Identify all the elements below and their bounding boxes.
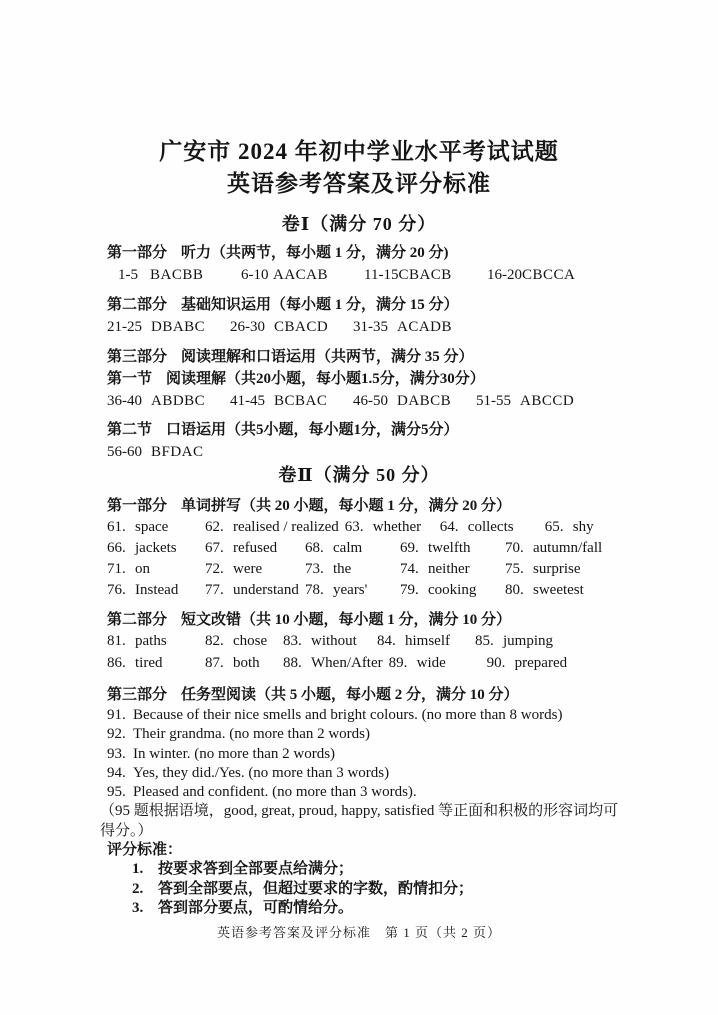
word-answer xyxy=(305,580,400,601)
word-text: were xyxy=(233,561,263,577)
word-text: When/After xyxy=(311,654,383,671)
paper2-part2-header xyxy=(107,609,633,631)
question-number: 79. xyxy=(400,582,419,598)
word-answer xyxy=(400,538,505,559)
task-note: （95 题根据语境，good, great, proud, happy, satisfied 等正面和积极的形容词均可得分。） xyxy=(100,803,619,839)
answer-group xyxy=(230,316,353,338)
scoring-item-text: 答到部分要点，可酌情给分。 xyxy=(158,899,354,916)
scoring-heading: 评分标准： xyxy=(107,842,183,859)
question-number: 68. xyxy=(305,540,324,556)
question-number: 69. xyxy=(400,540,419,556)
part-label: 第三部分 xyxy=(107,349,168,365)
task-answer xyxy=(107,783,633,802)
page-footer: 英语参考答案及评分标准 第 1 页（共 2 页） xyxy=(216,925,501,941)
word-row xyxy=(107,653,633,675)
question-range: 41-45 xyxy=(230,393,265,409)
question-range: 6-10 xyxy=(241,267,269,283)
answer-letters: CBCCA xyxy=(522,267,576,283)
answer-letters: ACADB xyxy=(397,319,453,335)
part-title: 阅读理解和口语运用（共两节，满分 35 分） xyxy=(181,349,474,365)
scoring-item-number: 3. xyxy=(132,899,144,916)
question-number: 92. xyxy=(107,726,126,743)
word-text: whether xyxy=(372,519,422,535)
question-number: 76. xyxy=(107,582,126,598)
question-number: 71. xyxy=(107,561,126,577)
word-answer xyxy=(505,580,590,601)
section-title: 阅读理解（共20小题，每小题1.5分，满分30分） xyxy=(166,371,485,387)
answer-letters: DBABC xyxy=(151,319,206,335)
answer-group xyxy=(241,264,364,286)
task-answer xyxy=(107,725,633,744)
paper1-part2-header xyxy=(107,294,633,316)
answer-letters: ABCCD xyxy=(520,393,575,409)
question-range: 31-35 xyxy=(353,319,388,335)
question-number: 66. xyxy=(107,540,126,556)
task-answer-text: Pleased and confident. (no more than 3 words). xyxy=(133,784,417,801)
answer-group xyxy=(364,264,487,286)
answer-group xyxy=(353,316,452,338)
word-text: autumn/fall xyxy=(533,540,603,556)
word-row xyxy=(107,559,633,580)
question-number: 63. xyxy=(344,519,364,535)
word-answer xyxy=(107,517,205,538)
word-answer xyxy=(205,538,305,559)
question-number: 95. xyxy=(107,784,126,801)
answer-letters: CBACD xyxy=(274,319,329,335)
word-answer xyxy=(400,580,505,601)
paper1-part1-header xyxy=(107,242,633,264)
answer-group xyxy=(487,264,575,286)
question-number: 94. xyxy=(107,764,126,781)
question-range: 26-30 xyxy=(230,319,265,335)
word-text: surprise xyxy=(533,561,581,577)
question-number: 89. xyxy=(388,654,408,671)
question-number: 86. xyxy=(107,654,126,671)
word-text: years' xyxy=(333,582,368,598)
answer-group xyxy=(353,390,476,412)
word-answer xyxy=(107,538,205,559)
section-label: 第二节 xyxy=(107,422,153,438)
part-title: 单词拼写（共 20 小题，每小题 1 分，满分 20 分） xyxy=(181,498,512,514)
word-answer xyxy=(107,559,205,580)
word-text: understand xyxy=(233,582,299,598)
question-range: 51-55 xyxy=(476,393,511,409)
question-number: 91. xyxy=(107,707,126,723)
word-answer xyxy=(205,653,283,675)
scoring-item xyxy=(107,899,633,918)
answer-letters: CBACB xyxy=(398,267,452,283)
part-label: 第二部分 xyxy=(107,612,168,628)
task-answer xyxy=(107,764,633,783)
word-text: space xyxy=(135,519,169,535)
word-answer xyxy=(487,653,573,675)
question-range: 16-20 xyxy=(487,267,522,283)
word-text: realised / realized xyxy=(233,519,339,535)
question-number: 62. xyxy=(205,519,224,535)
answer-group xyxy=(476,390,574,412)
question-number: 88. xyxy=(283,654,302,671)
question-range: 1-5 xyxy=(118,267,138,283)
word-answer xyxy=(377,631,475,653)
word-answer xyxy=(389,653,487,675)
word-text: prepared xyxy=(514,654,568,671)
word-row xyxy=(107,580,633,601)
answer-row xyxy=(107,264,633,286)
word-answer xyxy=(440,517,545,538)
question-number: 65. xyxy=(544,519,564,535)
task-answer xyxy=(107,706,633,725)
question-number: 81. xyxy=(107,633,126,649)
word-answer xyxy=(107,631,205,653)
paper2-heading: 卷Ⅱ（满分 50 分） xyxy=(278,465,440,485)
word-text: cooking xyxy=(428,582,477,598)
answer-letters: ABDBC xyxy=(151,393,206,409)
word-text: neither xyxy=(428,561,470,577)
answer-group xyxy=(118,264,241,286)
word-text: the xyxy=(333,561,352,577)
answer-letters: AACAB xyxy=(273,267,329,283)
answer-letters: BCBAC xyxy=(274,393,328,409)
question-range: 56-60 xyxy=(107,444,142,460)
word-answer xyxy=(205,559,305,580)
answer-row xyxy=(107,390,633,412)
word-text: chose xyxy=(233,633,268,649)
paper1-part3-section1-header xyxy=(107,368,633,390)
answer-row xyxy=(107,441,633,463)
question-number: 74. xyxy=(400,561,419,577)
word-text: Instead xyxy=(135,582,179,598)
answer-letters: BACBB xyxy=(150,267,204,283)
word-text: on xyxy=(135,561,150,577)
word-answer xyxy=(305,538,400,559)
part-label: 第二部分 xyxy=(107,297,168,313)
part-title: 基础知识运用（每小题 1 分，满分 15 分） xyxy=(181,297,459,313)
question-number: 61. xyxy=(107,519,126,535)
answer-group xyxy=(230,390,353,412)
word-answer xyxy=(475,631,559,653)
word-text: twelfth xyxy=(428,540,471,556)
word-row xyxy=(107,631,633,653)
question-number: 72. xyxy=(205,561,224,577)
task-answer-text: In winter. (no more than 2 words) xyxy=(133,745,336,762)
word-text: collects xyxy=(467,519,514,535)
question-range: 36-40 xyxy=(107,393,142,409)
word-row xyxy=(107,517,633,538)
question-number: 78. xyxy=(305,582,324,598)
question-number: 84. xyxy=(377,633,396,649)
part-title: 任务型阅读（共 5 小题，每小题 2 分，满分 10 分） xyxy=(181,687,519,703)
part-title: 听力（共两节，每小题 1 分，满分 20 分) xyxy=(181,245,449,261)
answer-group xyxy=(107,441,204,463)
word-answer xyxy=(283,653,389,675)
word-answer xyxy=(545,517,600,538)
word-row xyxy=(107,538,633,559)
word-text: without xyxy=(311,633,357,649)
answer-row xyxy=(107,316,633,338)
part-label: 第一部分 xyxy=(107,245,168,261)
page-content-paper2 xyxy=(100,495,633,918)
word-answer xyxy=(107,653,205,675)
word-answer xyxy=(205,517,345,538)
paper1-part3-section2-header xyxy=(107,419,633,441)
word-text: shy xyxy=(572,519,594,535)
word-answer xyxy=(400,559,505,580)
answer-group xyxy=(107,390,230,412)
page-subtitle: 英语参考答案及评分标准 xyxy=(227,171,491,196)
word-text: himself xyxy=(405,633,450,649)
scoring-item xyxy=(107,860,633,879)
word-answer xyxy=(505,559,587,580)
word-answer xyxy=(107,580,205,601)
word-text: both xyxy=(233,654,260,671)
question-number: 83. xyxy=(283,633,302,649)
question-number: 73. xyxy=(305,561,324,577)
paper1-part3-header xyxy=(107,346,633,368)
part-label: 第一部分 xyxy=(107,498,168,514)
word-text: refused xyxy=(233,540,278,556)
answer-group xyxy=(107,316,230,338)
question-number: 77. xyxy=(205,582,224,598)
question-number: 90. xyxy=(486,654,506,671)
scoring-item-number: 2. xyxy=(132,880,144,897)
word-text: tired xyxy=(135,654,163,671)
answer-letters: BFDAC xyxy=(151,444,204,460)
word-text: jackets xyxy=(135,540,177,556)
task-answer-text: Their grandma. (no more than 2 words) xyxy=(133,726,371,743)
paper2-part1-header xyxy=(107,495,633,517)
scoring-item-number: 1. xyxy=(132,861,144,878)
task-answer-text: Yes, they did./Yes. (no more than 3 words) xyxy=(133,764,390,781)
page-content xyxy=(107,242,633,463)
question-range: 11-15 xyxy=(364,267,399,283)
word-text: paths xyxy=(135,633,167,649)
word-text: jumping xyxy=(503,633,554,649)
task-answer-text: Because of their nice smells and bright colours. (no more than 8 words) xyxy=(133,707,563,723)
question-number: 87. xyxy=(205,654,224,671)
word-answer xyxy=(205,580,305,601)
question-number: 82. xyxy=(205,633,224,649)
scoring-item xyxy=(107,880,633,899)
question-number: 93. xyxy=(107,745,126,762)
word-answer xyxy=(345,517,440,538)
word-text: sweetest xyxy=(533,582,584,598)
part-title: 短文改错（共 10 小题，每小题 1 分，满分 10 分） xyxy=(181,612,512,628)
paper2-part3-header xyxy=(107,684,633,706)
title-block xyxy=(0,0,718,198)
word-answer xyxy=(205,631,283,653)
word-text: wide xyxy=(416,654,446,671)
word-answer xyxy=(305,559,400,580)
question-number: 70. xyxy=(505,540,524,556)
answer-letters: DABCB xyxy=(397,393,452,409)
page-title: 广安市 2024 年初中学业水平考试试题 xyxy=(159,139,559,164)
question-number: 67. xyxy=(205,540,224,556)
scoring-item-text: 按要求答到全部要点给满分； xyxy=(158,861,354,878)
question-range: 46-50 xyxy=(353,393,388,409)
word-answer xyxy=(505,538,608,559)
question-number: 85. xyxy=(475,633,494,649)
question-number: 64. xyxy=(439,519,459,535)
scoring-item-text: 答到全部要点，但超过要求的字数，酌情扣分； xyxy=(158,880,474,897)
question-number: 75. xyxy=(505,561,524,577)
question-number: 80. xyxy=(505,582,524,598)
section-title: 口语运用（共5小题，每小题1分，满分5分） xyxy=(166,422,459,438)
word-answer xyxy=(283,631,377,653)
question-range: 21-25 xyxy=(107,319,142,335)
paper1-heading: 卷Ⅰ（满分 70 分） xyxy=(281,214,437,234)
word-text: calm xyxy=(333,540,363,556)
task-answer xyxy=(107,745,633,764)
section-label: 第一节 xyxy=(107,371,153,387)
part-label: 第三部分 xyxy=(107,687,168,703)
